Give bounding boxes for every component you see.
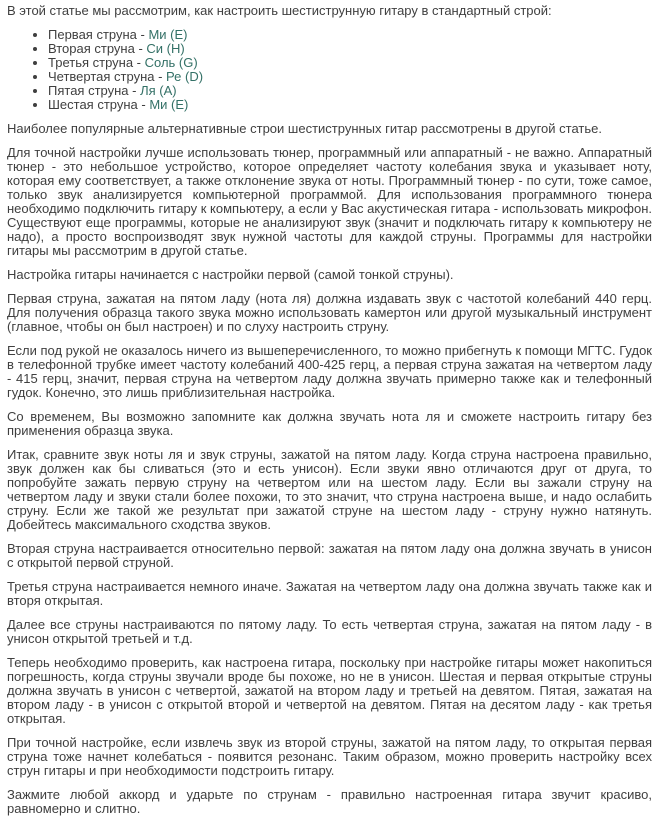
paragraph-alt-tunings: Наиболее популярные альтернативные строи шестиструнных гитар рассмотрены в другой статье.: [7, 121, 602, 136]
list-item-string-4: [48, 70, 652, 84]
strings-list: [7, 28, 652, 112]
paragraph-final-chord: Зажмите любой аккорд и ударьте по струнам - правильно настроенная гитара звучит красиво, равномерно и слитно.: [7, 787, 652, 816]
intro-paragraph: В этой статье мы рассмотрим, как настроить шестиструнную гитару в стандартный строй:: [7, 3, 552, 18]
list-item-string-6: [48, 98, 652, 112]
note-link-mi-e[interactable]: Ми (E): [148, 27, 188, 42]
string-label: Третья струна -: [48, 55, 145, 70]
note-link-sol-g[interactable]: Соль (G): [144, 55, 198, 70]
paragraph-second-string: Вторая струна настраивается относительно первой: зажатая на пятом ладу она должна звучать в унисон с открытой первой струной.: [7, 541, 652, 570]
string-label: Четвертая струна -: [48, 69, 167, 84]
paragraph-resonance: При точной настройке, если извлечь звук из второй струны, зажатой на пятом ладу, то открытая первая струна тоже начнет колебаться - появится резонанс. Таким образом, можно проверить настройку всех струн гитары и при необходимости подстроить гитару.: [7, 735, 652, 778]
paragraph-start-first: Настройка гитары начинается с настройки первой (самой тонкой струны).: [7, 267, 454, 282]
paragraph-phone-dialtone: Если под рукой не оказалось ничего из вышеперечисленного, то можно прибегнуть к помощи МГТС. Гудок в телефонной трубке имеет частоту колебаний 400-425 герц, а первая струна зажатая на четвертом ладу - 415 герц, значит, первая струна на четвертом ладу должна звучать примерно также как и телефонный гудок. Конечно, это лишь приблизительная настройка.: [7, 343, 652, 400]
paragraph-tuners: Для точной настройки лучше использовать тюнер, программный или аппаратный - не важно. Аппаратный тюнер - это небольшое устройство, которое определяет частоту колебания звука и указывает ноту, которая ему соответствует, а также отклонение звука от ноты. Программный тюнер - по сути, тоже самое, только звук анализируется компьютерной программой. Для использования программного тюнера необходимо подключить гитару к компьютеру, а если у Вас акустическая гитара - использовать микрофон. Существуют еще программы, которые не анализируют звук (значит и подключать гитару к компьютеру не надо), а просто воспроизводят звук нужной частоты для каждой струны. Программы для настройки гитары мы рассмотрим в другой статье.: [7, 145, 652, 258]
paragraph-third-string: Третья струна настраивается немного иначе. Зажатая на четвертом ладу она должна звучать также как и вторя открытая.: [7, 579, 652, 608]
list-item-string-3: [48, 56, 652, 70]
paragraph-compare-unison: Итак, сравните звук ноты ля и звук струны, зажатой на пятом ладу. Когда струна настроена правильно, звук должен как бы сливаться (это и есть унисон). Если звуки явно отличаются друг от друга, то попробуйте зажать первую струну на четвертом или на шестом ладу. Если вы зажали струну на четвертом ладу и звуки стали более похожи, то это значит, что струна настроена выше, и надо ослабить струну. Если же такой же результат при зажатой струне на шестом ладу - струну нужно натянуть. Добейтесь максимального сходства звуков.: [7, 447, 652, 532]
string-label: Пятая струна -: [48, 83, 141, 98]
note-link-mi-e-low[interactable]: Ми (E): [149, 97, 189, 112]
list-item-string-5: [48, 84, 652, 98]
paragraph-memorize-la: Со временем, Вы возможно запомните как должна звучать нота ля и сможете настроить гитару без применения образца звука.: [7, 409, 652, 438]
note-link-si-h[interactable]: Си (H): [146, 41, 185, 56]
paragraph-first-string-440: Первая струна, зажатая на пятом ладу (нота ля) должна издавать звук с частотой колебаний 440 герц. Для получения образца такого звука можно использовать камертон или другой музыкальный инструмент (главное, чтобы он был настроен) и по слуху настроить струну.: [7, 291, 652, 334]
note-link-lya-a[interactable]: Ля (A): [140, 83, 177, 98]
string-label: Вторая струна -: [48, 41, 147, 56]
note-link-re-d[interactable]: Ре (D): [166, 69, 204, 84]
list-item-string-2: [48, 42, 652, 56]
paragraph-fifth-fret-rule: Далее все струны настраиваются по пятому ладу. То есть четвертая струна, зажатая на пятом ладу - в унисон открытой третьей и т.д.: [7, 617, 652, 646]
list-item-string-1: [48, 28, 652, 42]
string-label: Шестая струна -: [48, 97, 150, 112]
paragraph-check-tuning: Теперь необходимо проверить, как настроена гитара, поскольку при настройке гитары может накопиться погрешность, когда струны звучали вроде бы похоже, но не в унисон. Шестая и первая открытые струны должна звучать в унисон с четвертой, зажатой на втором ладу и третьей на девятом. Пятая, зажатая на втором ладу - в унисон с открытой второй и четвертой на девятом. Пятая на десятом ладу - как третья открытая.: [7, 655, 652, 726]
string-label: Первая струна -: [48, 27, 149, 42]
